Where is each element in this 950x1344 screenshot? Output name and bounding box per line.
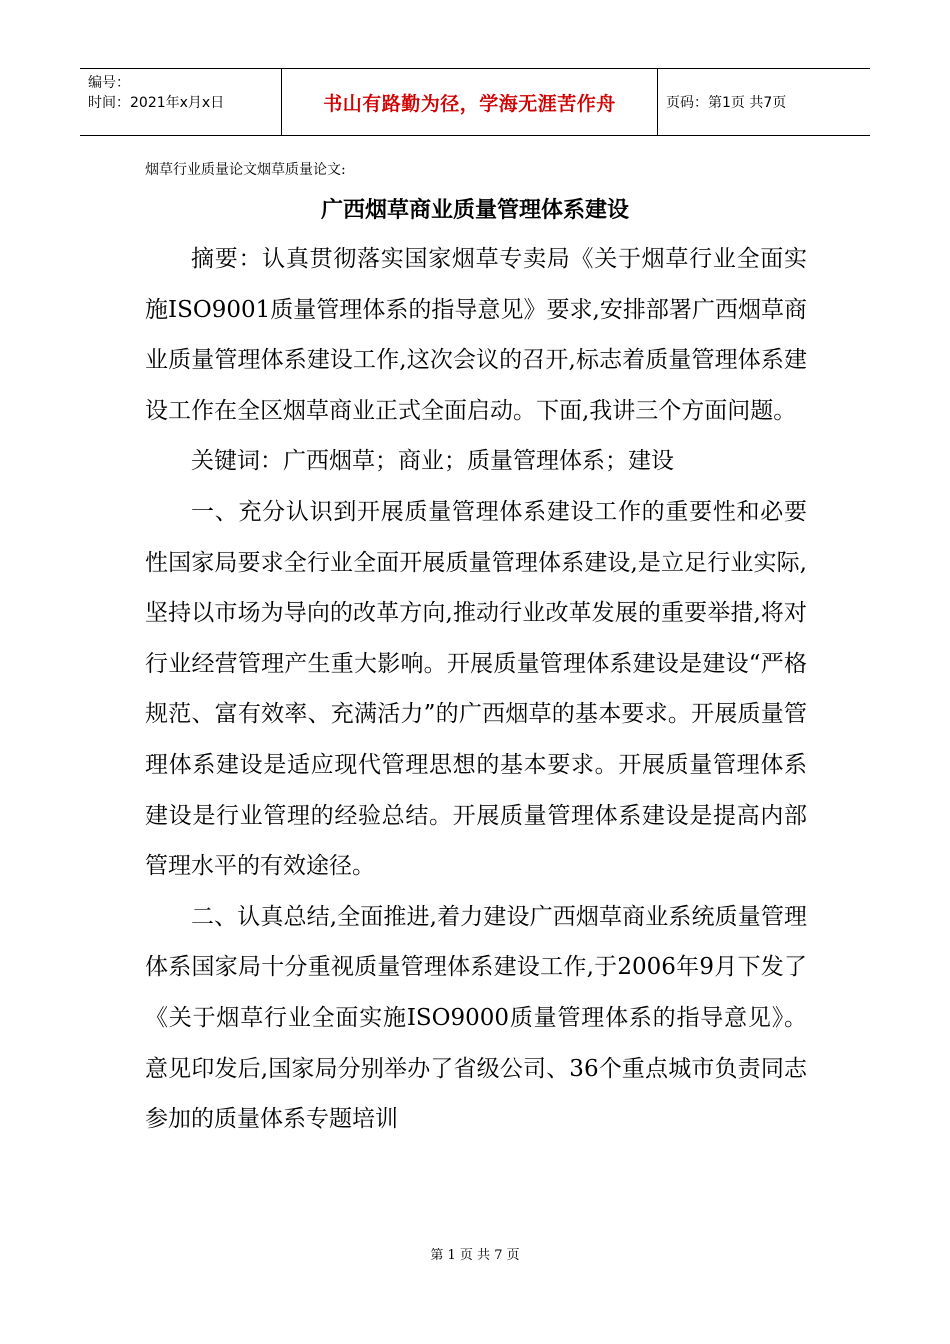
- document-subtitle: 烟草行业质量论文烟草质量论文:: [145, 162, 346, 178]
- paragraph-section-1: 一、充分认识到开展质量管理体系建设工作的重要性和必要性国家局要求全行业全面开展质量管理体系建设,是立足行业实际,坚持以市场为导向的改革方向,推动行业改革发展的重要举措,将对行业经营管理产生重大影响。开展质量管理体系建设是建设“严格规范、富有效率、充满活力”的广西烟草的基本要求。开展质量管理体系建设是适应现代管理思想的基本要求。开展质量管理体系建设是行业管理的经验总结。开展质量管理体系建设是提高内部管理水平的有效途径。: [145, 498, 807, 880]
- document-title: 广西烟草商业质量管理体系建设: [320, 198, 629, 223]
- number-label: 编号：: [88, 75, 130, 91]
- document-body: [145, 234, 807, 1145]
- header-info-cell: [80, 69, 282, 135]
- page-info-cell: [658, 69, 870, 135]
- page-label: 页码：第1页 共7页: [666, 95, 787, 111]
- header-table: [80, 68, 870, 136]
- paragraph-keywords: 关键词：广西烟草；商业；质量管理体系；建设: [191, 448, 674, 475]
- paragraph-abstract: 摘要：认真贯彻落实国家烟草专卖局《关于烟草行业全面实施ISO9001质量管理体系的指导意见》要求,安排部署广西烟草商业质量管理体系建设工作,这次会议的召开,标志着质量管理体系建设工作在全区烟草商业正式全面启动。下面,我讲三个方面问题。: [145, 246, 807, 424]
- paragraph-section-2: 二、认真总结,全面推进,着力建设广西烟草商业系统质量管理体系国家局十分重视质量管理体系建设工作,于2006年9月下发了《关于烟草行业全面实施ISO9000质量管理体系的指导意见》。意见印发后,国家局分别举办了省级公司、36个重点城市负责同志参加的质量体系专题培训: [145, 903, 807, 1133]
- motto-cell: [282, 69, 658, 135]
- motto-text: 书山有路勤为径，学海无涯苦作舟: [323, 92, 616, 115]
- page-footer: 第 1 页 共 7 页: [430, 1248, 520, 1263]
- time-label: 时间：2021年x月x日: [88, 95, 225, 111]
